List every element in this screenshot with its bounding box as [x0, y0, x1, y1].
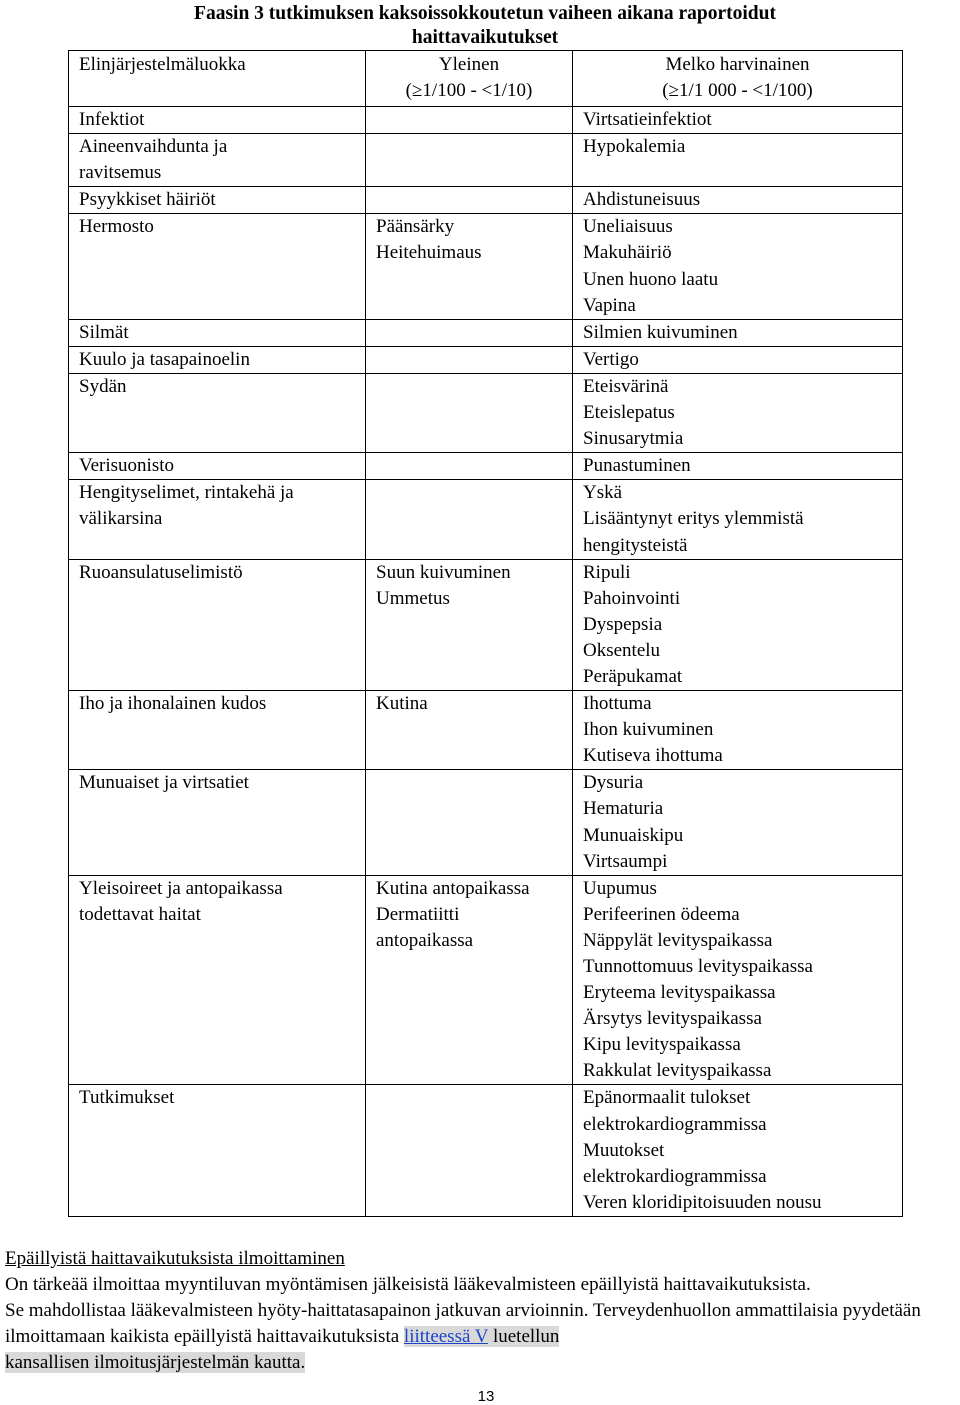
soc-cell	[69, 107, 366, 134]
uncommon-cell	[573, 134, 903, 187]
table-row	[69, 559, 903, 690]
uncommon-cell-line: Vapina	[583, 294, 636, 316]
soc-cell-line: Munuaiset ja virtsatiet	[79, 772, 249, 794]
soc-cell	[69, 559, 366, 690]
uncommon-cell-line: Unen huono laatu	[583, 268, 719, 290]
uncommon-cell-line: Hematuria	[583, 798, 664, 820]
uncommon-cell-line: Kipu levityspaikassa	[583, 1034, 741, 1056]
uncommon-cell-line: hengitysteistä	[583, 534, 688, 556]
header-soc-label: Elinjärjestelmäluokka	[79, 54, 246, 75]
common-cell	[366, 134, 573, 187]
uncommon-cell	[573, 875, 903, 1085]
page-number: 13	[477, 1388, 495, 1405]
soc-cell-line: Infektiot	[79, 109, 145, 130]
uncommon-cell-line: Dysuria	[583, 772, 644, 794]
common-cell	[366, 453, 573, 480]
highlighted-text-end: .	[300, 1352, 306, 1373]
soc-cell	[69, 691, 366, 770]
table-row	[69, 346, 903, 373]
soc-cell-line: Psyykkiset häiriöt	[79, 189, 216, 211]
uncommon-cell-line: Virtsaumpi	[583, 850, 668, 872]
uncommon-cell	[573, 691, 903, 770]
uncommon-cell	[573, 453, 903, 480]
soc-cell	[69, 134, 366, 187]
table-row	[69, 373, 903, 452]
soc-cell	[69, 373, 366, 452]
uncommon-cell-line: Yskä	[583, 482, 623, 504]
reporting-section	[5, 1246, 960, 1376]
title-line-2: haittavaikutukset	[411, 27, 559, 48]
uncommon-cell-line: Vertigo	[583, 348, 639, 370]
uncommon-cell-line: Dyspepsia	[583, 613, 663, 635]
uncommon-cell	[573, 319, 903, 346]
soc-cell	[69, 319, 366, 346]
highlighted-text-a: luetellun	[488, 1326, 560, 1347]
common-cell	[366, 691, 573, 770]
uncommon-cell-line: Uneliaisuus	[583, 216, 673, 238]
uncommon-cell	[573, 770, 903, 875]
common-cell	[366, 319, 573, 346]
uncommon-cell	[573, 480, 903, 559]
soc-cell	[69, 480, 366, 559]
common-cell	[366, 875, 573, 1085]
uncommon-cell-line: Ihottuma	[583, 693, 652, 715]
reporting-heading: Epäillyistä haittavaikutuksista ilmoittaminen	[5, 1248, 345, 1269]
table-row	[69, 453, 903, 480]
uncommon-cell-line: Ahdistuneisuus	[583, 189, 701, 211]
header-common-label: Yleinen	[438, 54, 500, 75]
common-cell	[366, 346, 573, 373]
soc-cell	[69, 770, 366, 875]
soc-cell-line: Silmät	[79, 321, 129, 343]
header-common-frequency: (≥1/100 - <1/10)	[405, 80, 533, 101]
uncommon-cell-line: Hypokalemia	[583, 136, 686, 158]
uncommon-cell-line: Muutokset	[583, 1139, 665, 1161]
table-header-row	[69, 51, 903, 107]
uncommon-cell-line: elektrokardiogrammissa	[583, 1165, 767, 1187]
common-cell	[366, 214, 573, 319]
soc-cell-line: ravitsemus	[79, 162, 162, 184]
header-uncommon-frequency: (≥1/1 000 - <1/100)	[662, 80, 813, 101]
soc-cell	[69, 1085, 366, 1216]
uncommon-cell-line: Ärsytys levityspaikassa	[583, 1008, 762, 1030]
uncommon-cell	[573, 214, 903, 319]
common-cell-line: Kutina	[376, 693, 428, 715]
title-line-1: Faasin 3 tutkimuksen kaksoissokkoutetun vaiheen aikana raportoidut	[194, 3, 776, 24]
table-row	[69, 107, 903, 134]
uncommon-cell-line: Ihon kuivuminen	[583, 719, 714, 741]
uncommon-cell-line: Ripuli	[583, 561, 631, 583]
annex-v-link[interactable]: liitteessä V	[403, 1326, 489, 1347]
common-cell	[366, 480, 573, 559]
uncommon-cell-line: Oksentelu	[583, 639, 661, 661]
header-common	[366, 51, 573, 107]
table-row	[69, 1085, 903, 1216]
common-cell-line: Ummetus	[376, 587, 450, 609]
common-cell	[366, 187, 573, 214]
uncommon-cell-line: Punastuminen	[583, 455, 691, 477]
uncommon-cell-line: Kutiseva ihottuma	[583, 745, 723, 767]
soc-cell-line: Ruoansulatuselimistö	[79, 561, 243, 583]
common-cell-line: antopaikassa	[376, 929, 474, 951]
uncommon-cell	[573, 559, 903, 690]
soc-cell	[69, 214, 366, 319]
uncommon-cell	[573, 373, 903, 452]
soc-cell-line: Yleisoireet ja antopaikassa	[79, 877, 283, 899]
table-row	[69, 770, 903, 875]
document-title	[68, 2, 902, 50]
uncommon-cell-line: Perifeerinen ödeema	[583, 903, 740, 925]
common-cell	[366, 770, 573, 875]
common-cell-line: Heitehuimaus	[376, 242, 482, 264]
uncommon-cell-line: Pahoinvointi	[583, 587, 681, 609]
table-row	[69, 134, 903, 187]
common-cell-line: Suun kuivuminen	[376, 561, 511, 583]
uncommon-cell	[573, 346, 903, 373]
reporting-paragraph-2	[5, 1298, 960, 1376]
soc-cell-line: Iho ja ihonalainen kudos	[79, 693, 267, 715]
uncommon-cell-line: Sinusarytmia	[583, 428, 684, 450]
header-uncommon	[573, 51, 903, 107]
soc-cell-line: välikarsina	[79, 508, 163, 530]
soc-cell-line: Sydän	[79, 375, 127, 397]
adverse-reactions-table	[68, 50, 903, 1217]
uncommon-cell-line: Eteislepatus	[583, 402, 675, 424]
soc-cell	[69, 187, 366, 214]
table-row	[69, 691, 903, 770]
uncommon-cell-line: Virtsatieinfektiot	[583, 109, 712, 130]
uncommon-cell	[573, 1085, 903, 1216]
table-row	[69, 875, 903, 1085]
uncommon-cell-line: Tunnottomuus levityspaikassa	[583, 956, 813, 977]
soc-cell-line: Kuulo ja tasapainoelin	[79, 348, 250, 370]
common-cell	[366, 107, 573, 134]
uncommon-cell-line: Makuhäiriö	[583, 242, 672, 264]
soc-cell-line: Hengityselimet, rintakehä ja	[79, 482, 294, 504]
soc-cell-line: Aineenvaihdunta ja	[79, 136, 228, 158]
uncommon-cell-line: Eteisvärinä	[583, 375, 669, 397]
reporting-paragraph-1: On tärkeää ilmoittaa myyntiluvan myöntämisen jälkeisistä lääkevalmisteen epäillyistä haittavaikutuksista.	[5, 1274, 811, 1295]
common-cell-line: Päänsärky	[376, 216, 455, 238]
soc-cell-line: Tutkimukset	[79, 1087, 175, 1109]
uncommon-cell-line: Uupumus	[583, 877, 657, 899]
uncommon-cell-line: Eryteema levityspaikassa	[583, 982, 776, 1004]
reporting-paragraph-2-text: Se mahdollistaa lääkevalmisteen hyöty-haittatasapainon jatkuvan arvioinnin. Terveydenhuollon ammattilaisia pyydetään ilmoittamaan kaikista epäillyistä haittavaikutuksista	[5, 1300, 921, 1347]
common-cell	[366, 1085, 573, 1216]
uncommon-cell-line: Näppylät levityspaikassa	[583, 929, 773, 951]
soc-cell-line: Hermosto	[79, 216, 154, 238]
soc-cell	[69, 875, 366, 1085]
common-cell-line: Kutina antopaikassa	[376, 877, 530, 899]
table-row	[69, 480, 903, 559]
table-row	[69, 319, 903, 346]
table-row	[69, 187, 903, 214]
soc-cell-line: todettavat haitat	[79, 903, 201, 925]
common-cell-line: Dermatiitti	[376, 903, 460, 925]
soc-cell	[69, 346, 366, 373]
common-cell	[366, 373, 573, 452]
table-row	[69, 214, 903, 319]
header-soc	[69, 51, 366, 107]
soc-cell-line: Verisuonisto	[79, 455, 174, 477]
highlighted-text-b: kansallisen ilmoitusjärjestelmän kautta	[5, 1352, 301, 1373]
soc-cell	[69, 453, 366, 480]
uncommon-cell-line: Munuaiskipu	[583, 824, 684, 846]
uncommon-cell	[573, 107, 903, 134]
uncommon-cell-line: Veren kloridipitoisuuden nousu	[583, 1191, 822, 1213]
uncommon-cell-line: Lisääntynyt eritys ylemmistä	[583, 508, 804, 530]
uncommon-cell	[573, 187, 903, 214]
uncommon-cell-line: elektrokardiogrammissa	[583, 1113, 767, 1135]
common-cell	[366, 559, 573, 690]
uncommon-cell-line: Silmien kuivuminen	[583, 321, 738, 343]
uncommon-cell-line: Epänormaalit tulokset	[583, 1087, 751, 1109]
header-uncommon-label: Melko harvinainen	[665, 54, 810, 75]
uncommon-cell-line: Rakkulat levityspaikassa	[583, 1060, 772, 1082]
uncommon-cell-line: Peräpukamat	[583, 665, 683, 687]
